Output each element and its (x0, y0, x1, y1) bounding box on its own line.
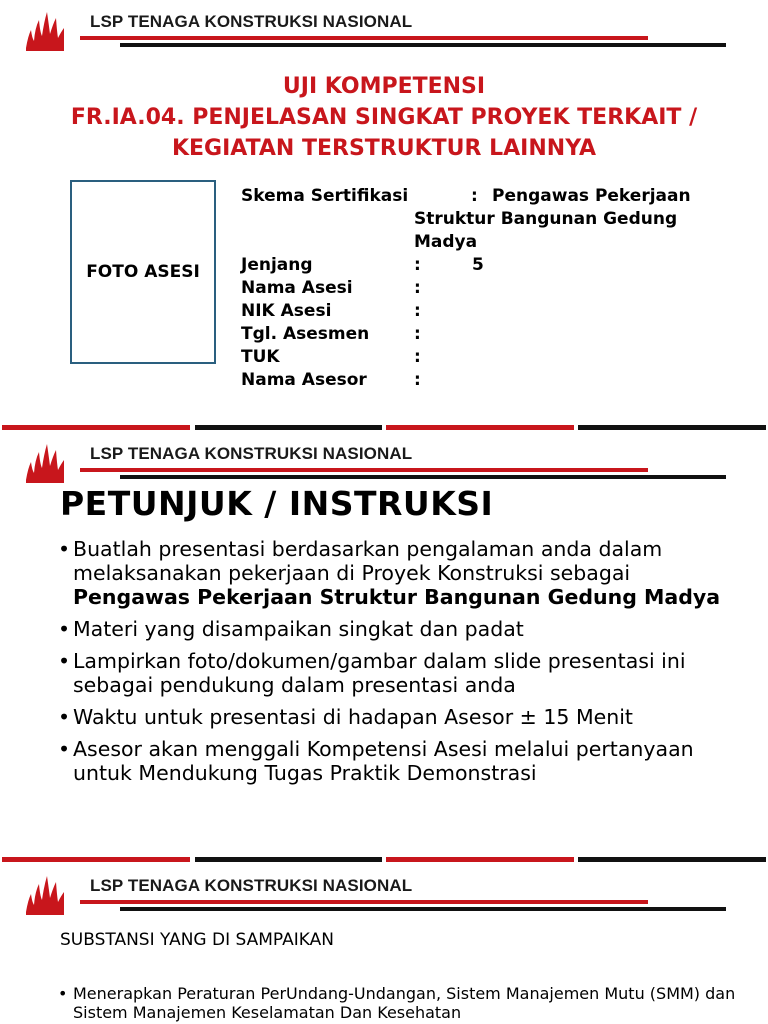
list-item: • Asesor akan menggali Kompetensi Asesi melalui pertanyaan untuk Mendukung Tugas Praktik Demonstrasi (58, 737, 748, 785)
flame-building-logo-icon (22, 872, 68, 918)
separator-black (195, 425, 382, 430)
photo-label: FOTO ASESI (86, 262, 200, 282)
separator-red (2, 425, 190, 430)
field-label-skema: Skema Sertifikasi (241, 186, 409, 206)
document-title (0, 71, 768, 164)
field-value-skema-line1: Pengawas Pekerjaan (492, 186, 691, 206)
title-line-2: FR.IA.04. PENJELASAN SINGKAT PROYEK TERKAIT / (70, 105, 698, 130)
field-label-tgl-asesmen: Tgl. Asesmen (241, 324, 370, 344)
instructions-heading: PETUNJUK / INSTRUKSI (60, 484, 494, 523)
substance-heading: SUBSTANSI YANG DI SAMPAIKAN (60, 930, 334, 950)
header-black-rule (120, 907, 726, 911)
bullet-bold-text: Pengawas Pekerjaan Struktur Bangunan Gedung Madya (73, 585, 721, 609)
list-item: • Menerapkan Peraturan PerUndang-Undangan, Sistem Manajemen Mutu (SMM) dan Sistem Manajemen Keselamatan Dan Kesehatan (58, 984, 748, 1022)
bullet-text: Buatlah presentasi berdasarkan pengalaman anda dalam melaksanakan pekerjaan di Proyek Konstruksi sebagai (73, 537, 663, 585)
org-name: LSP TENAGA KONSTRUKSI NASIONAL (90, 12, 413, 31)
field-value-jenjang: 5 (472, 255, 484, 275)
slide-substance (0, 864, 768, 1024)
slide-cover (0, 0, 768, 432)
field-label-nama-asesor: Nama Asesor (241, 370, 367, 390)
field-label-nik-asesi: NIK Asesi (241, 301, 332, 321)
photo-placeholder (70, 180, 216, 364)
flame-building-logo-icon (22, 8, 68, 54)
separator-black (195, 857, 382, 862)
field-value-skema-line3: Madya (414, 232, 478, 252)
field-colon-jenjang: : (414, 255, 421, 275)
org-name: LSP TENAGA KONSTRUKSI NASIONAL (90, 444, 413, 463)
field-colon-skema: : (471, 186, 478, 206)
header-red-rule (80, 900, 648, 904)
header-black-rule (120, 475, 726, 479)
separator-black (578, 857, 766, 862)
flame-building-logo-icon (22, 440, 68, 486)
title-line-3: KEGIATAN TERSTRUKTUR LAINNYA (171, 136, 597, 161)
separator-red (386, 425, 574, 430)
header-red-rule (80, 36, 648, 40)
field-label-jenjang: Jenjang (241, 255, 313, 275)
org-name: LSP TENAGA KONSTRUKSI NASIONAL (90, 876, 413, 895)
list-item: • Waktu untuk presentasi di hadapan Asesor ± 15 Menit (58, 705, 748, 729)
field-value-skema-line2: Struktur Bangunan Gedung (414, 209, 678, 229)
list-item: • Materi yang disampaikan singkat dan padat (58, 617, 748, 641)
instructions-list (58, 537, 748, 793)
separator-black (578, 425, 766, 430)
field-colon-nama-asesi: : (414, 278, 421, 298)
field-colon-tuk: : (414, 347, 421, 367)
list-item: • Lampirkan foto/dokumen/gambar dalam slide presentasi ini sebagai pendukung dalam presentasi anda (58, 649, 748, 697)
field-label-tuk: TUK (241, 347, 280, 367)
field-label-nama-asesi: Nama Asesi (241, 278, 353, 298)
header-red-rule (80, 468, 648, 472)
header-black-rule (120, 43, 726, 47)
field-colon-tgl-asesmen: : (414, 324, 421, 344)
substance-list (58, 984, 748, 1022)
field-colon-nik-asesi: : (414, 301, 421, 321)
title-line-1: UJI KOMPETENSI (282, 74, 486, 99)
field-colon-nama-asesor: : (414, 370, 421, 390)
list-item (58, 537, 748, 609)
separator-red (386, 857, 574, 862)
separator-red (2, 857, 190, 862)
slide-instructions (0, 432, 768, 864)
